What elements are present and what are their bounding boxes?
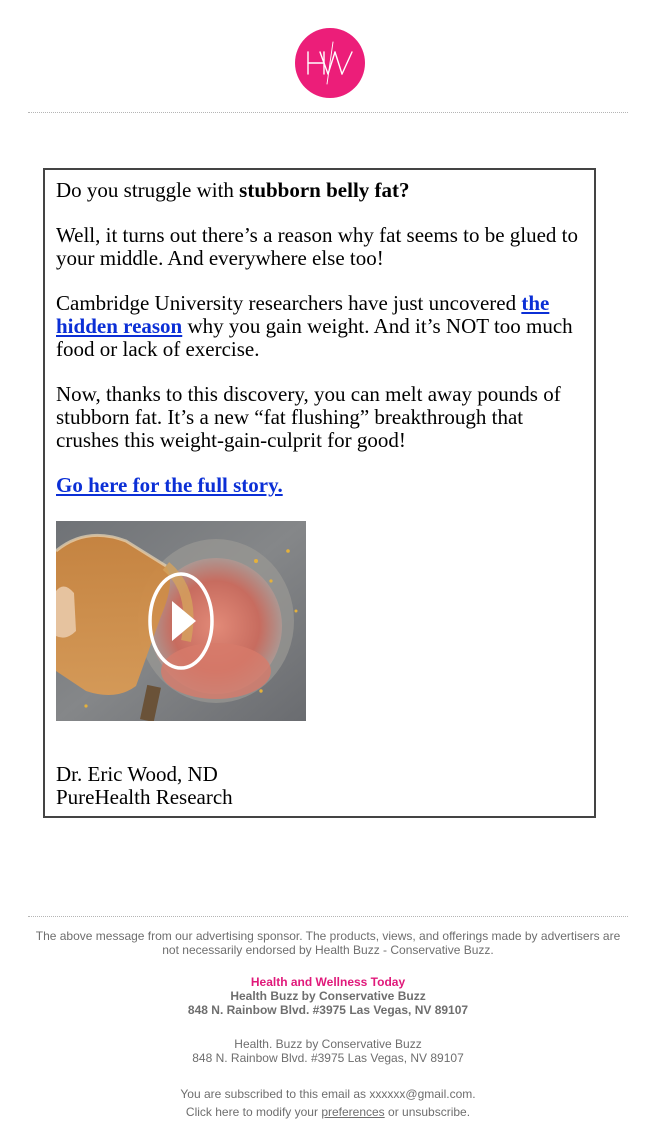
ad-body xyxy=(56,179,581,519)
sponsor-ad-box xyxy=(43,168,596,818)
brand-company: Health Buzz by Conservative Buzz xyxy=(230,989,426,1003)
signature xyxy=(56,763,233,809)
header-divider xyxy=(28,112,628,113)
footer-divider xyxy=(28,916,628,917)
signature-organization: PureHealth Research xyxy=(56,785,233,809)
ad-paragraph-1: Do you struggle with stubborn belly fat? xyxy=(56,178,410,202)
preferences-link[interactable]: preferences xyxy=(321,1105,385,1119)
brand-info xyxy=(28,975,628,1017)
ad-paragraph-3: Cambridge University researchers have just uncovered the hidden reason why you gain weight. And it’s NOT too much food or lack of exercise. xyxy=(56,291,573,361)
brand-title: Health and Wellness Today xyxy=(250,975,406,989)
company-name: Health. Buzz by Conservative Buzz xyxy=(234,1037,422,1051)
brand-address: 848 N. Rainbow Blvd. #3975 Las Vegas, NV 89107 xyxy=(187,1003,469,1017)
logo-container xyxy=(0,28,648,103)
ad-paragraph-2: Well, it turns out there’s a reason why fat seems to be glued to your middle. And everywhere else too! xyxy=(56,223,579,270)
hw-logo[interactable] xyxy=(295,28,365,98)
signature-name: Dr. Eric Wood, ND xyxy=(56,762,218,786)
full-story-link[interactable]: Go here for the full story. xyxy=(56,473,283,497)
subscription-info xyxy=(28,1085,628,1121)
hw-logo-icon xyxy=(295,28,365,98)
ad-paragraph-4: Now, thanks to this discovery, you can melt away pounds of stubborn fat. It’s a new “fat flushing” breakthrough that crushes this weight-gain-culprit for good! xyxy=(56,382,561,452)
subscribed-email-text: You are subscribed to this email as xxxxxx@gmail.com. xyxy=(180,1087,476,1101)
ad-emphasis: stubborn belly fat? xyxy=(239,178,410,202)
ad-paragraph-5 xyxy=(56,474,581,497)
hidden-reason-link[interactable]: the hidden reason xyxy=(56,291,550,338)
footer xyxy=(28,929,628,1121)
video-thumbnail[interactable] xyxy=(56,521,306,721)
sponsor-disclaimer: The above message from our advertising sponsor. The products, views, and offerings made by advertisers are not necessarily endorsed by Health Buzz - Conservative Buzz. xyxy=(35,929,621,957)
company-info xyxy=(28,1037,628,1065)
video-thumbnail-image xyxy=(56,521,306,721)
company-address: 848 N. Rainbow Blvd. #3975 Las Vegas, NV 89107 xyxy=(192,1051,464,1065)
modify-preferences-text: Click here to modify your preferences or unsubscribe. xyxy=(185,1105,471,1119)
